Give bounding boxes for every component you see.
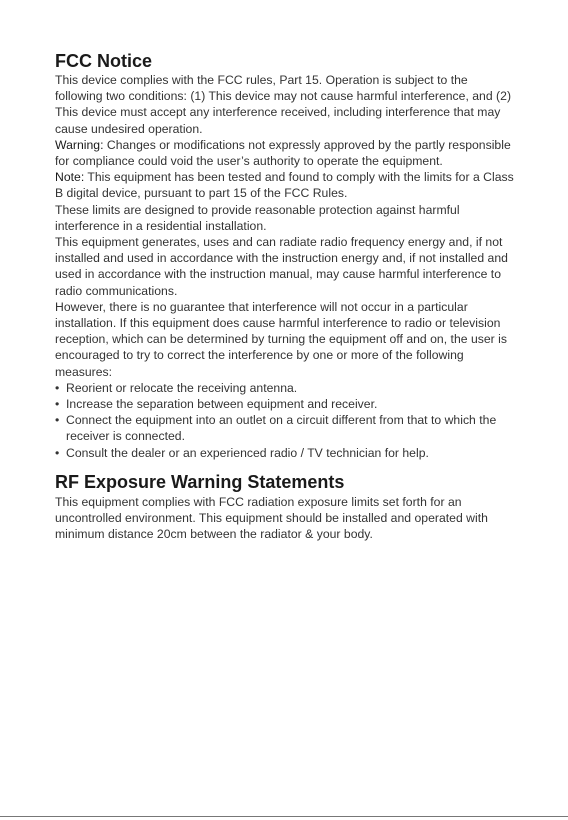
note-label: Note: [55,170,85,185]
warning-paragraph [55,137,517,169]
bullet-dot-icon: • [55,397,60,412]
page-bottom-divider [0,816,568,817]
rf-exposure-heading: RF Exposure Warning Statements [55,471,345,492]
guarantee-paragraph: However, there is no guarantee that interference will not occur in a particular installation. If this equipment does cause harmful interference to radio or television reception, which can be determined by turning the equipment off and on, the user is encouraged to try to correct the interference by one or more of the following measures: [55,299,507,379]
measure-text: Reorient or relocate the receiving antenna. [66,380,298,395]
fcc-notice-heading: FCC Notice [55,51,153,71]
bullet-dot-icon: • [55,445,60,460]
measure-list-item [55,445,517,461]
note-text: This equipment has been tested and found to comply with the limits for a Class B digital device, pursuant to part 15 of the FCC Rules. [55,170,514,201]
measure-list-item [55,396,517,412]
measure-text: Increase the separation between equipment and receiver. [66,397,378,412]
rf-exposure-paragraph: This equipment complies with FCC radiation exposure limits set forth for an uncontrolled environment. This equipment should be installed and operated with minimum distance 20cm between the radiator & your body. [55,494,488,542]
measure-text: Connect the equipment into an outlet on a circuit different from that to which the receiver is connected. [66,413,497,444]
measure-text: Consult the dealer or an experienced radio / TV technician for help. [66,445,429,460]
measure-list-item [55,380,517,396]
fcc-intro-paragraph: This device complies with the FCC rules, Part 15. Operation is subject to the following two conditions: (1) This device may not cause harmful interference, and (2) This device must accept any interference received, including interference that may cause undesired operation. [55,73,512,136]
limits-paragraph: These limits are designed to provide reasonable protection against harmful interference in a residential installation. [55,202,460,233]
bullet-dot-icon: • [55,413,60,428]
energy-paragraph: This equipment generates, uses and can radiate radio frequency energy and, if not installed and used in accordance with the instruction energy and, if not installed and used in accordance with the instruction manual, may cause harmful interference to radio communications. [55,235,508,298]
warning-label: Warning: [55,137,104,152]
bullet-dot-icon: • [55,380,60,395]
measure-list-item [55,412,517,444]
warning-text: Changes or modifications not expressly approved by the partly responsible for compliance could void the user’s authority to operate the equipment. [55,137,511,169]
note-paragraph [55,169,517,201]
document-page [55,50,517,542]
